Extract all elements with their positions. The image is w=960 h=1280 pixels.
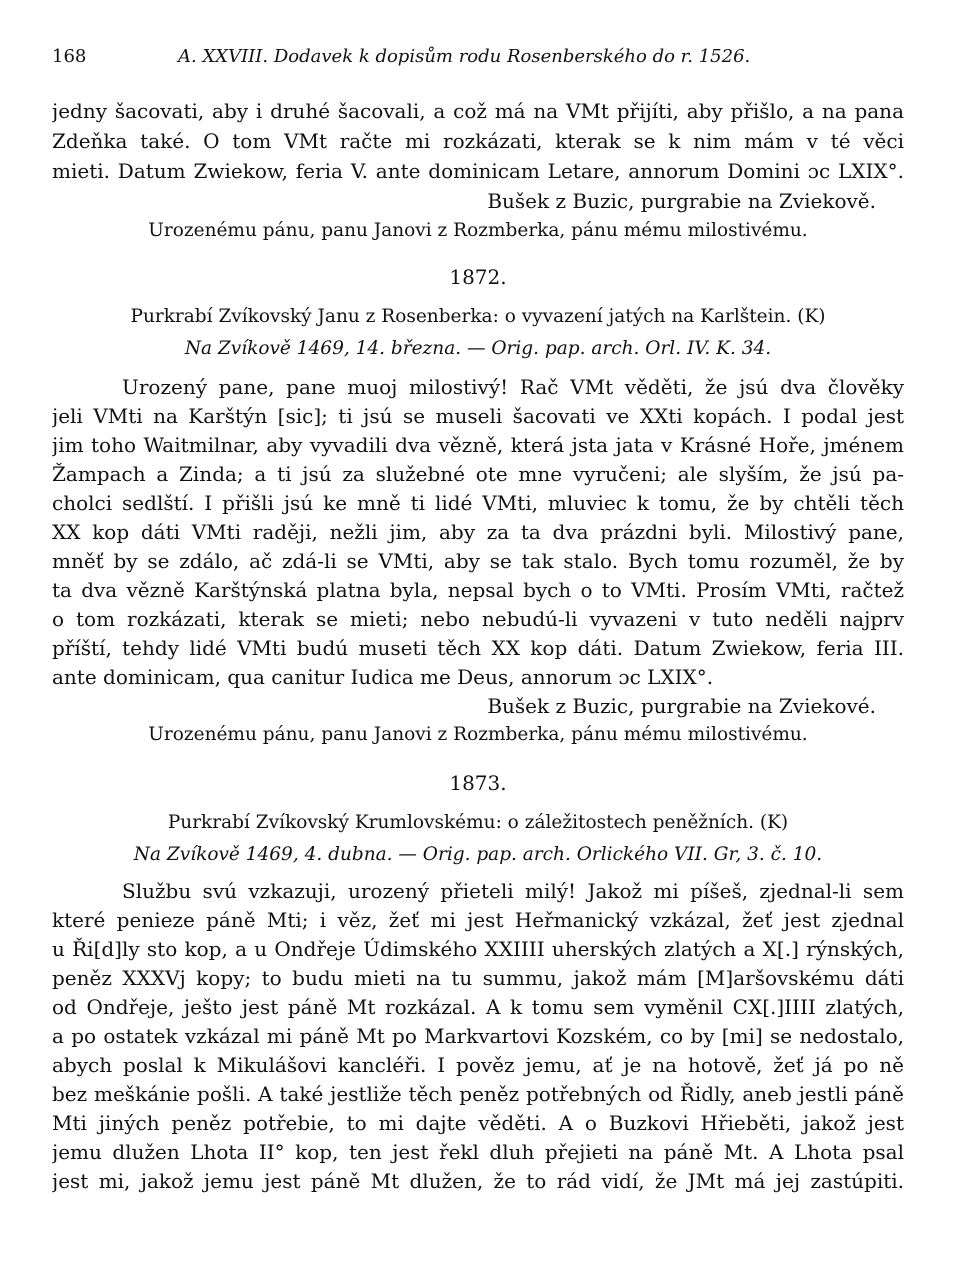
body-line: od Ondřeje, ješto jest páně Mt rozkázal. A k tomu sem vyměnil CX[.]IIII zlatých, [52,995,904,1019]
body-line: Zdeňka také. O tom VMt račte mi rozkázati, kterak se k nim mám v té věci [52,129,904,153]
body-line: ta dva vězně Karštýnská platna byla, nepsal bych o to VMti. Prosím VMti, račtež [52,578,904,602]
running-header [52,42,904,72]
body-line: mněť by se zdálo, ač zdá-li se VMti, aby se tak stalo. Bych tomu rozuměl, že by [52,549,904,573]
body-line: jemu dlužen Lhota II° kop, ten jest řekl dluh přejieti na páně Mt. A Lhota psal [52,1140,904,1164]
signature: Bušek z Buzic, purgrabie na Zviekové. [487,694,876,718]
body-line: bez meškánie pošli. A také jestliže těch peněz potřebných od Řidly, aneb jestli páně [52,1082,904,1106]
body-line: Službu svú vzkazuji, urozený přieteli milý! Jakož mi píšeš, zjednal-li sem [122,879,904,903]
body-line: cholci sedlští. I přišli jsú ke mně ti lidé VMti, mluviec k tomu, že by chtěli těch [52,491,904,515]
body-line: u Ři[d]ly sto kop, a u Ondřeje Údimského XXIIII uherských zlatých a X[.] rýnských, [52,937,904,961]
body-line: příští, tehdy lidé VMti budú museti těch XX kop dáti. Datum Zwiekow, feria III. [52,636,904,660]
body-line: o tom rozkázati, kterak se mieti; nebo nebudú-li vyvazeni v tuto neděli najprv [52,607,904,631]
body-line: mieti. Datum Zwiekow, feria V. ante dominicam Letare, annorum Domini ɔc LXIX°. [52,159,904,183]
body-line: jedny šacovati, aby i druhé šacovali, a což má na VMt přijíti, aby přišlo, a na pana [52,99,904,123]
body-line: XX kop dáti VMti raději, nežli jim, aby za ta dva prázdni byli. Milostivý pane, [52,520,904,544]
body-line: peněz XXXVj kopy; to budu mieti na tu summu, jakož mám [M]aršovskému dáti [52,966,904,990]
body-line: abych poslal k Mikulášovi kancléři. I pověz jemu, ať je na hotově, žeť já po ně [52,1053,904,1077]
letter-source: Na Zvíkově 1469, 4. dubna. — Orig. pap. arch. Orlického VII. Gr, 3. č. 10. [133,844,823,865]
body-line: Žampach a Zinda; a ti jsú za služebné ote mne vyručeni; ale slyším, že jsú pa- [52,462,904,486]
body-line: které penieze páně Mti; i věz, žeť mi jest Heřmanický vzkázal, žeť jest zjednal [52,908,904,932]
address-line: Urozenému pánu, panu Janovi z Rozmberka, pánu mému milostivému. [148,220,808,241]
body-line: Mti jiných peněz potřebie, to mi dajte věděti. A o Buzkovi Hřieběti, jakož jest [52,1111,904,1135]
letter-number: 1872. [449,265,507,289]
letter-number: 1873. [449,771,507,795]
body-line: Urozený pane, pane muoj milostivý! Rač VMt věděti, že jsú dva člověky [122,375,904,399]
running-title: A. XXVIII. Dodavek k dopisům rodu Rosenberského do r. 1526. [178,46,751,67]
page-number: 168 [52,46,87,67]
body-line: a po ostatek vzkázal mi páně Mt po Markvartovi Kozském, co by [mi] se nedostalo, [52,1024,904,1048]
letter-heading: Purkrabí Zvíkovský Krumlovskému: o záležitostech peněžních. (K) [167,812,789,833]
address-line: Urozenému pánu, panu Janovi z Rozmberka, pánu mému milostivému. [148,724,808,745]
body-line: jim toho Waitmilnar, aby vyvadili dva vězně, která jsta jata v Krásné Hoře, jménem [52,433,904,457]
letter-source: Na Zvíkově 1469, 14. března. — Orig. pap. arch. Orl. IV. K. 34. [184,338,772,359]
body-line: jest mi, jakož jemu jest páně Mt dlužen, že to rád vidí, že JMt má jej zastúpiti. [52,1169,904,1193]
body-line: ante dominicam, qua canitur Iudica me Deus, annorum ɔc LXIX°. [52,665,714,689]
letter-heading: Purkrabí Zvíkovský Janu z Rosenberka: o vyvazení jatých na Karlštein. (K) [130,306,826,327]
signature: Bušek z Buzic, purgrabie na Zviekově. [487,189,876,213]
body-line: jeli VMti na Karštýn [sic]; ti jsú se museli šacovati ve XXti kopách. I podal jest [52,404,904,428]
